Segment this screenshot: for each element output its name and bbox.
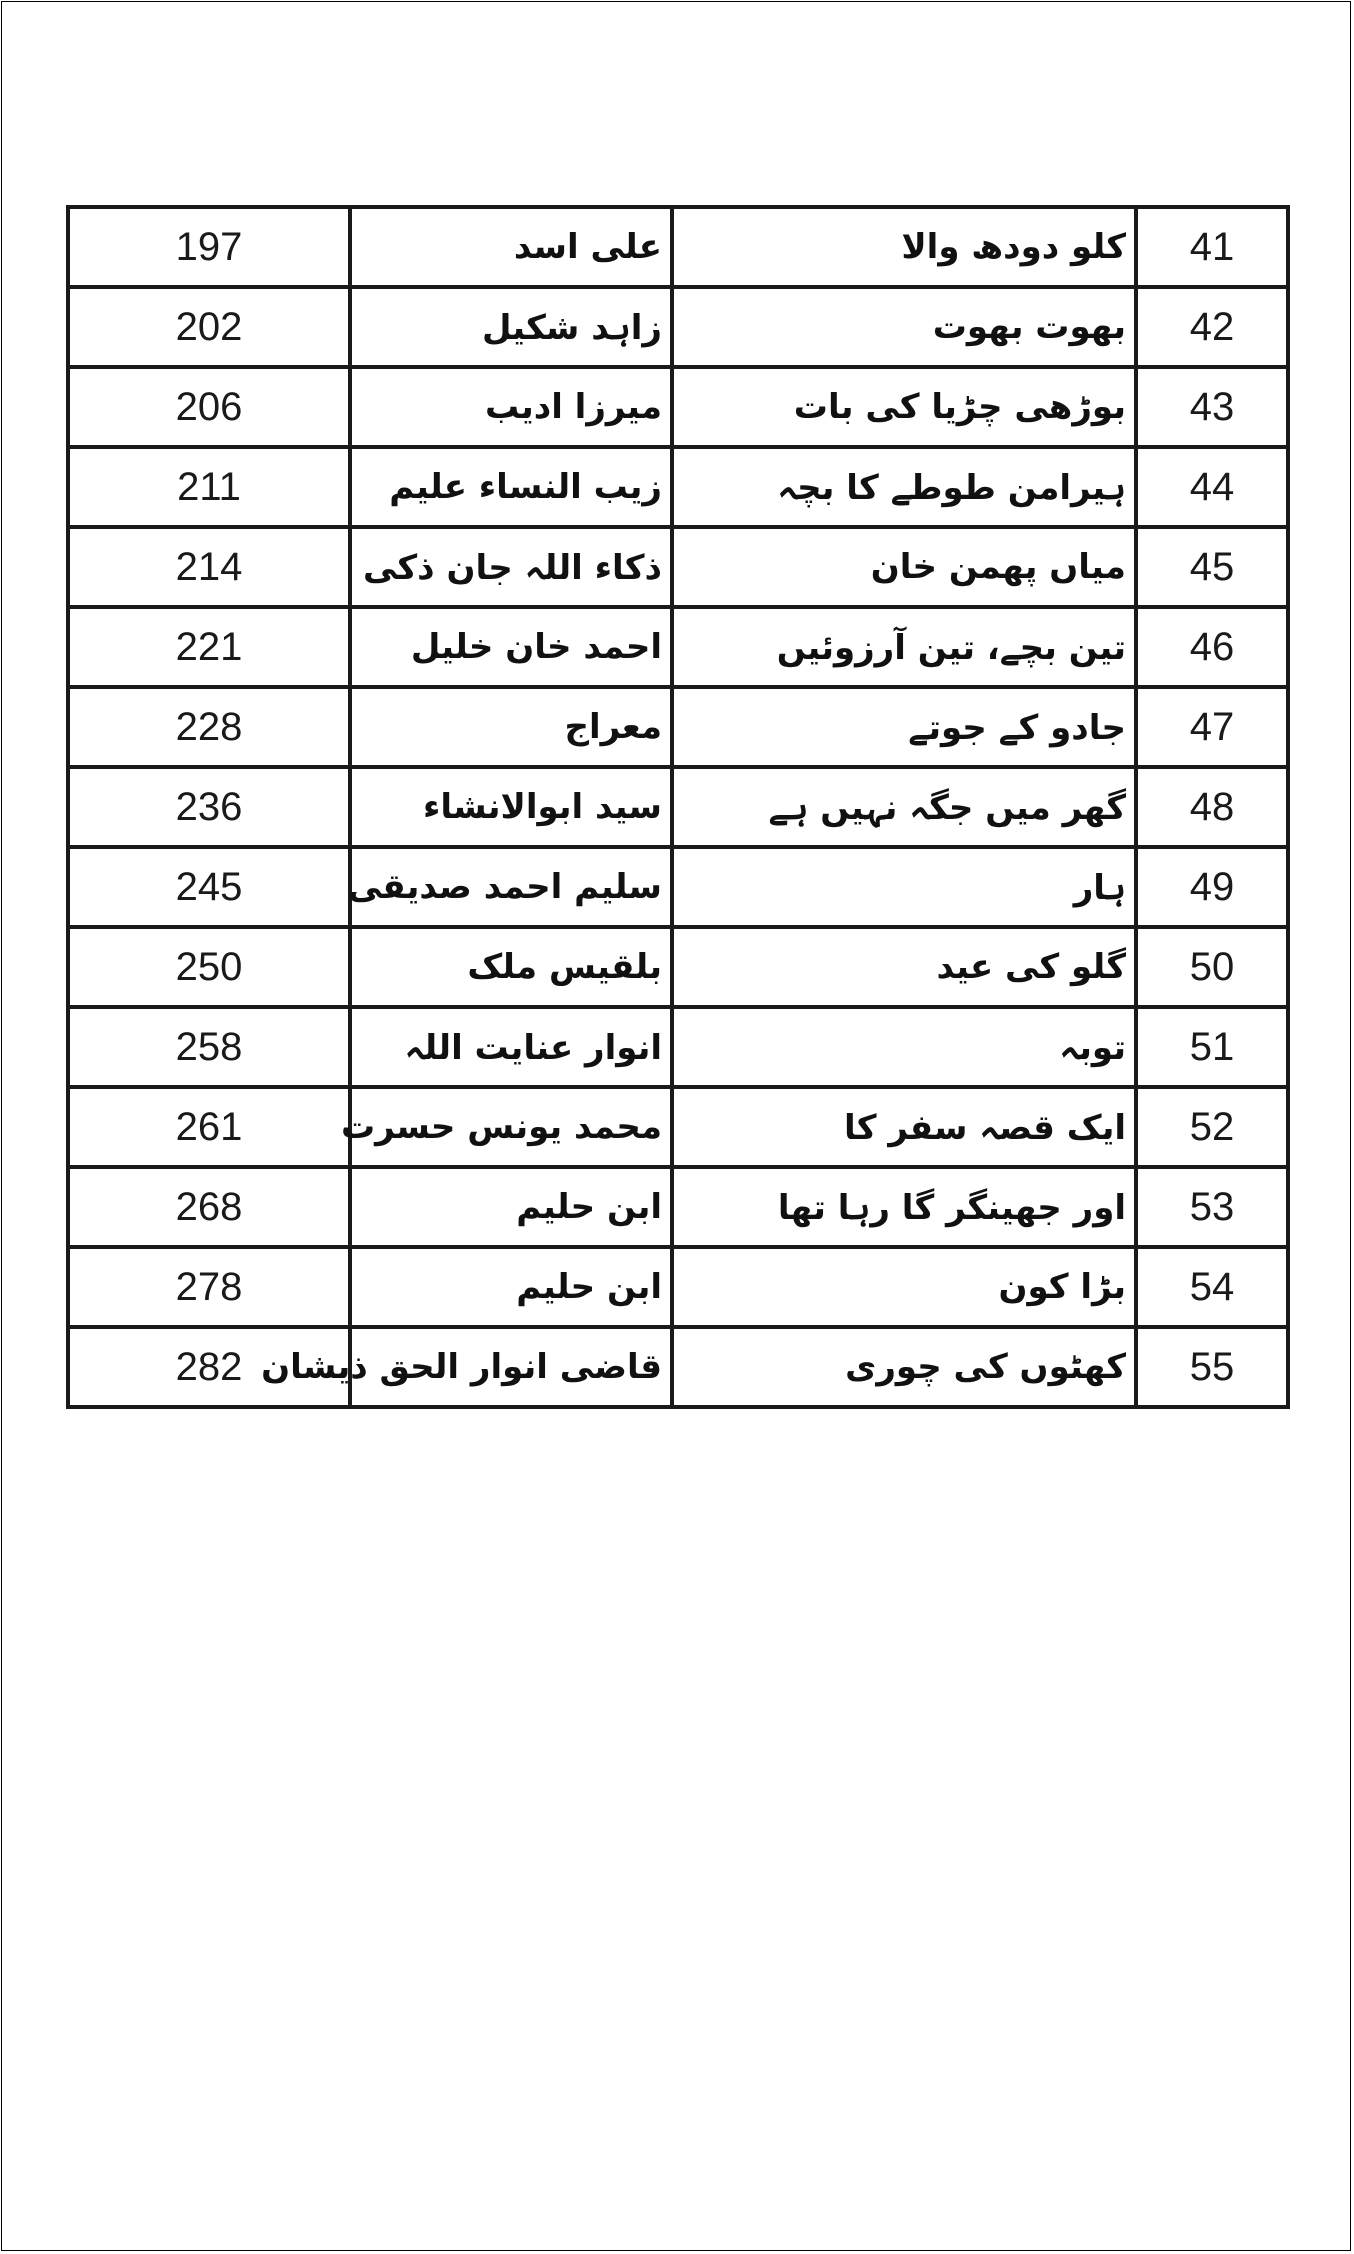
serial-number-cell: 47 (1136, 687, 1288, 767)
table-row (68, 527, 1288, 607)
author-cell: ابن حلیم (350, 1247, 672, 1327)
author-cell: سلیم احمد صدیقی (350, 847, 672, 927)
serial-number-cell: 54 (1136, 1247, 1288, 1327)
table-row (68, 207, 1288, 287)
page-number-cell: 214 (68, 527, 350, 607)
page-number-cell: 206 (68, 367, 350, 447)
table-row (68, 1247, 1288, 1327)
table-row (68, 367, 1288, 447)
author-cell: سید ابوالانشاء (350, 767, 672, 847)
story-title-cell: ہار (672, 847, 1136, 927)
table-of-contents (66, 205, 1290, 1409)
table-row (68, 1167, 1288, 1247)
author-cell: محمد یونس حسرت (350, 1087, 672, 1167)
table-row (68, 847, 1288, 927)
story-title-cell: تین بچے، تین آرزوئیں (672, 607, 1136, 687)
author-cell: علی اسد (350, 207, 672, 287)
author-cell: بلقیس ملک (350, 927, 672, 1007)
author-cell: میرزا ادیب (350, 367, 672, 447)
serial-number-cell: 46 (1136, 607, 1288, 687)
serial-number-cell: 45 (1136, 527, 1288, 607)
page-number-cell: 197 (68, 207, 350, 287)
table-row (68, 1327, 1288, 1407)
author-cell: انوار عنایت اللہ (350, 1007, 672, 1087)
serial-number-cell: 48 (1136, 767, 1288, 847)
serial-number-cell: 50 (1136, 927, 1288, 1007)
page-number-cell: 228 (68, 687, 350, 767)
page-number-cell: 258 (68, 1007, 350, 1087)
story-title-cell: جادو کے جوتے (672, 687, 1136, 767)
serial-number-cell: 55 (1136, 1327, 1288, 1407)
page-number-cell: 268 (68, 1167, 350, 1247)
story-title-cell: ہیرامن طوطے کا بچہ (672, 447, 1136, 527)
table-row (68, 1087, 1288, 1167)
page-number-cell: 250 (68, 927, 350, 1007)
story-title-cell: بڑا کون (672, 1247, 1136, 1327)
page-number-cell: 245 (68, 847, 350, 927)
serial-number-cell: 41 (1136, 207, 1288, 287)
story-title-cell: گھر میں جگہ نہیں ہے (672, 767, 1136, 847)
author-cell: معراج (350, 687, 672, 767)
author-cell: زاہد شکیل (350, 287, 672, 367)
page-number-cell: 211 (68, 447, 350, 527)
table-row (68, 607, 1288, 687)
table-row (68, 447, 1288, 527)
table-row (68, 1007, 1288, 1087)
story-title-cell: اور جھینگر گا رہا تھا (672, 1167, 1136, 1247)
story-title-cell: گلو کی عید (672, 927, 1136, 1007)
serial-number-cell: 44 (1136, 447, 1288, 527)
story-title-cell: توبہ (672, 1007, 1136, 1087)
page-number-cell: 236 (68, 767, 350, 847)
table-row (68, 927, 1288, 1007)
page-number-cell: 278 (68, 1247, 350, 1327)
story-title-cell: کلو دودھ والا (672, 207, 1136, 287)
table-row (68, 287, 1288, 367)
page-number-cell: 261 (68, 1087, 350, 1167)
serial-number-cell: 51 (1136, 1007, 1288, 1087)
table-row (68, 767, 1288, 847)
page-number-cell: 221 (68, 607, 350, 687)
story-title-cell: میاں پھمن خان (672, 527, 1136, 607)
serial-number-cell: 49 (1136, 847, 1288, 927)
author-cell: ابن حلیم (350, 1167, 672, 1247)
story-title-cell: ایک قصہ سفر کا (672, 1087, 1136, 1167)
serial-number-cell: 53 (1136, 1167, 1288, 1247)
table-row (68, 687, 1288, 767)
story-title-cell: کھٹوں کی چوری (672, 1327, 1136, 1407)
serial-number-cell: 43 (1136, 367, 1288, 447)
serial-number-cell: 52 (1136, 1087, 1288, 1167)
page-number-cell: 202 (68, 287, 350, 367)
serial-number-cell: 42 (1136, 287, 1288, 367)
author-cell: ذکاء اللہ جان ذکی (350, 527, 672, 607)
author-cell: زیب النساء علیم (350, 447, 672, 527)
story-title-cell: بھوت بھوت (672, 287, 1136, 367)
author-cell: احمد خان خلیل (350, 607, 672, 687)
author-cell: قاضی انوار الحق ذیشان (350, 1327, 672, 1407)
page-number-cell: 282 (68, 1327, 350, 1407)
story-title-cell: بوڑھی چڑیا کی بات (672, 367, 1136, 447)
